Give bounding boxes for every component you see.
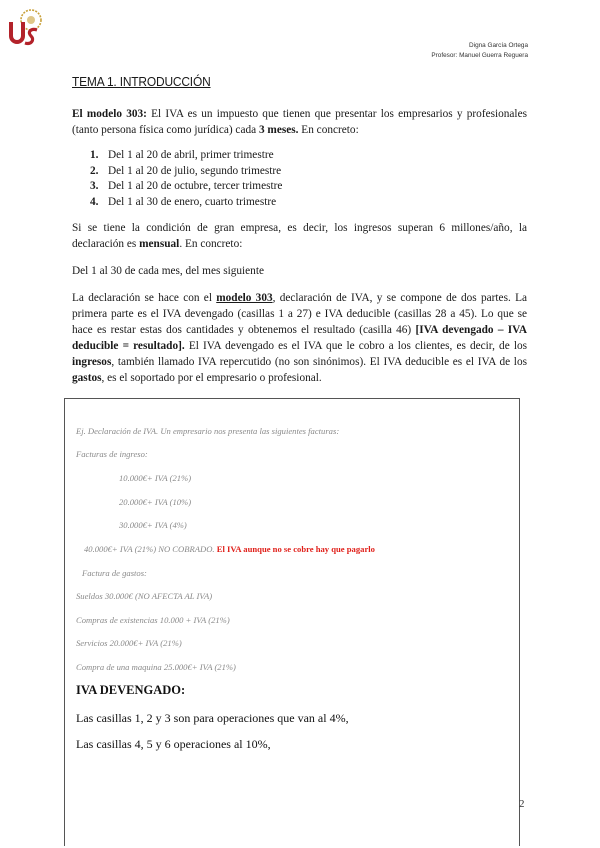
- income-invoice-2: 20.000€+ IVA (10%): [119, 497, 192, 507]
- list-item: 2. Del 1 al 20 de julio, segundo trimestre: [90, 164, 282, 177]
- list-item: 1. Del 1 al 20 de abril, primer trimestre: [90, 149, 274, 161]
- formula-bold: [IVA devengado – IVA deducible = resultado].: [72, 324, 527, 352]
- declaration-paragraph: La declaración se hace con el modelo 303, declaración de IVA, y se compone de dos partes. La primera parte es el IVA devengado (casillas 1 a 27) e IVA deducible (casillas 28 a 45). Lo que se hace es restar estas dos cantidades y obtenemos el resultado (casilla 46) [IVA devengado – IVA deducible = resultado]. El IVA devengado es el IVA que le cobro a los clientes, es decir, de los ingresos, también llamado IVA repercutido (no son sinónimos). El IVA deducible es el IVA de los gastos, es el soportado por el empresario o profesional.: [72, 292, 528, 384]
- expense-1: Sueldos 30.000€ (NO AFECTA AL IVA): [76, 591, 213, 601]
- logo-seal-center: [27, 16, 35, 24]
- list-item: 4. Del 1 al 30 de enero, cuarto trimestre: [90, 195, 277, 208]
- quarter-list: [72, 148, 527, 210]
- uncollected-note: El IVA aunque no se cobre hay que pagarlo: [216, 544, 375, 554]
- logo-letter-u: [11, 22, 23, 42]
- list-item: 3. Del 1 al 20 de octubre, tercer trimestre: [90, 180, 283, 192]
- expense-3: Servicios 20.000€+ IVA (21%): [76, 638, 182, 648]
- uncollected-line: 40.000€+ IVA (21%) NO COBRADO. El IVA aunque no se cobre hay que pagarlo: [84, 544, 375, 554]
- income-label: Facturas de ingreso:: [76, 449, 148, 459]
- header-author: Digna García Ortega: [469, 42, 528, 49]
- university-logo: [9, 8, 45, 48]
- iva-devengado-line-1: Las casillas 1, 2 y 3 son para operaciones que van al 4%,: [76, 711, 349, 725]
- income-invoice-1: 10.000€+ IVA (21%): [119, 473, 192, 483]
- intro-paragraph: El modelo 303: El IVA es un impuesto que tienen que presentar los empresarios y profesionales (tanto persona física como jurídica) cada 3 meses. En concreto:: [72, 108, 527, 136]
- example-heading: Ej. Declaración de IVA. Un empresario nos presenta las siguientes facturas:: [76, 426, 340, 436]
- intro-bold-lead: El modelo 303:: [72, 108, 147, 120]
- model-303-bold: modelo 303: [216, 292, 273, 304]
- iva-devengado-heading: IVA DEVENGADO:: [76, 683, 186, 697]
- large-company-paragraph: Si se tiene la condición de gran empresa, es decir, los ingresos superan 6 millones/año, la declaración es mensual. En concreto:: [72, 222, 527, 250]
- logo-letter-s: [25, 29, 37, 43]
- main-content: [72, 106, 527, 386]
- gastos-bold: gastos: [72, 372, 102, 384]
- expense-2: Compras de existencias 10.000 + IVA (21%): [76, 615, 230, 625]
- page-header: [431, 41, 528, 61]
- header-professor: Profesor: Manuel Guerra Reguera: [431, 52, 528, 59]
- expense-4: Compra de una maquina 25.000€+ IVA (21%): [76, 662, 236, 672]
- income-invoice-3: 30.000€+ IVA (4%): [119, 520, 187, 530]
- expense-label: Factura de gastos:: [82, 568, 147, 578]
- ingresos-bold: ingresos: [72, 356, 112, 368]
- monthly-bold: mensual: [139, 238, 180, 250]
- page-number: 2: [519, 798, 525, 810]
- page-title: TEMA 1. INTRODUCCIÓN: [72, 74, 211, 89]
- monthly-paragraph: Del 1 al 30 de cada mes, del mes siguiente: [72, 265, 264, 277]
- intro-bold-period: 3 meses.: [258, 124, 299, 136]
- iva-devengado-line-2: Las casillas 4, 5 y 6 operaciones al 10%,: [76, 737, 271, 751]
